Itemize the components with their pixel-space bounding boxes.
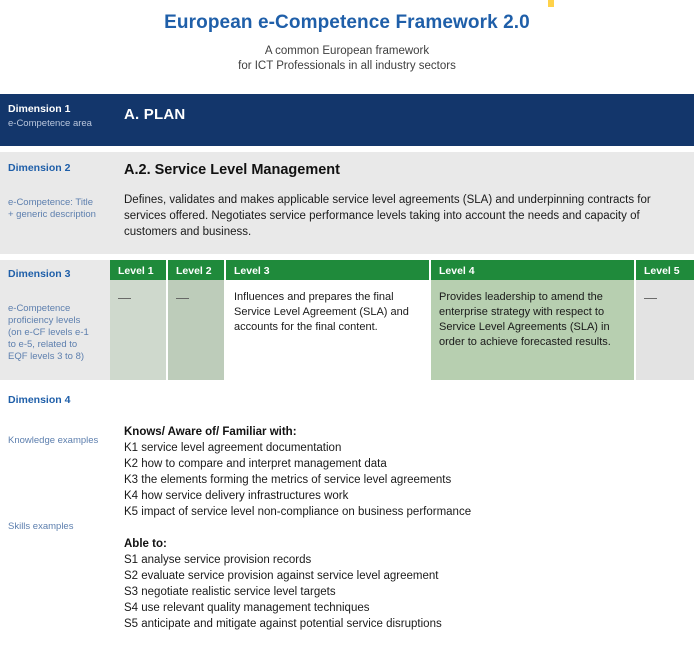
dimension-4-row bbox=[0, 386, 694, 634]
list-item: S1 analyse service provision records bbox=[124, 554, 312, 566]
dimension-3-description-line2: proficiency levels bbox=[8, 315, 81, 326]
dimension-4-label: Dimension 4 bbox=[8, 394, 71, 406]
knowledge-list bbox=[124, 440, 680, 520]
dimension-3-description-line4: to e-5, related to bbox=[8, 339, 78, 350]
list-item: K2 how to compare and interpret management data bbox=[124, 458, 387, 470]
level-column-1 bbox=[110, 260, 168, 380]
competence-description: Defines, validates and makes applicable service level agreements (SLA) and underpinning contracts for services offered. Negotiates service performance levels taking into account the needs and capacity of customers and business. bbox=[124, 194, 651, 238]
skills-title: Able to: bbox=[124, 538, 167, 550]
level-5-body: — bbox=[636, 280, 694, 380]
list-item: K3 the elements forming the metrics of service level agreements bbox=[124, 474, 452, 486]
dimension-2-label-cell bbox=[0, 152, 110, 254]
page-subtitle-line1: A common European framework bbox=[264, 45, 430, 57]
level-2-header: Level 2 bbox=[168, 260, 224, 280]
dimension-1-description: e-Competence area bbox=[8, 118, 92, 129]
list-item: S4 use relevant quality management techniques bbox=[124, 602, 370, 614]
proficiency-levels bbox=[110, 260, 694, 380]
level-column-3 bbox=[226, 260, 431, 380]
dimension-2-label: Dimension 2 bbox=[8, 162, 71, 174]
competence-title: A.2. Service Level Management bbox=[124, 162, 340, 178]
dimension-3-row bbox=[0, 260, 694, 380]
page-subtitle-line2: for ICT Professionals in all industry sectors bbox=[238, 60, 456, 72]
skills-list bbox=[124, 552, 680, 632]
list-item: S3 negotiate realistic service level targets bbox=[124, 586, 336, 598]
knowledge-title: Knows/ Aware of/ Familiar with: bbox=[124, 426, 297, 438]
yellow-marker bbox=[548, 0, 554, 7]
level-3-header: Level 3 bbox=[226, 260, 429, 280]
dimension-3-description-line3: (on e-CF levels e-1 bbox=[8, 327, 89, 338]
list-item: K1 service level agreement documentation bbox=[124, 442, 342, 454]
list-item: K5 impact of service level non-compliance on business performance bbox=[124, 506, 472, 518]
level-3-body: Influences and prepares the final Service Level Agreement (SLA) and accounts for the final content. bbox=[226, 280, 429, 380]
dimension-3-label-cell bbox=[0, 260, 110, 380]
knowledge-block bbox=[110, 386, 694, 522]
dimension-3-description-line1: e-Competence bbox=[8, 303, 71, 314]
level-4-body: Provides leadership to amend the enterprise strategy with respect to Service Level Agreements (SLA) in order to achieve forecasted results. bbox=[431, 280, 634, 380]
document-header bbox=[0, 0, 694, 94]
skills-block bbox=[110, 522, 694, 634]
level-2-body: — bbox=[168, 280, 224, 380]
dimension-4-content bbox=[110, 386, 694, 634]
level-1-body: — bbox=[110, 280, 166, 380]
dimension-1-value: A. PLAN bbox=[124, 106, 186, 123]
list-item: S2 evaluate service provision against service level agreement bbox=[124, 570, 439, 582]
dimension-1-row bbox=[0, 94, 694, 146]
page-title: European e-Competence Framework 2.0 bbox=[164, 12, 530, 33]
level-column-4 bbox=[431, 260, 636, 380]
level-1-header: Level 1 bbox=[110, 260, 166, 280]
dimension-3-description-line5: EQF levels 3 to 8) bbox=[8, 351, 85, 362]
dimension-4-label-cell bbox=[0, 386, 110, 634]
list-item: K4 how service delivery infrastructures work bbox=[124, 490, 349, 502]
dimension-2-description-line1: e-Competence: Title bbox=[8, 197, 94, 208]
skills-examples-label: Skills examples bbox=[8, 521, 74, 532]
dimension-3-label: Dimension 3 bbox=[8, 268, 71, 280]
level-column-5 bbox=[636, 260, 694, 380]
dimension-2-description-line2: + generic description bbox=[8, 209, 96, 220]
level-column-2 bbox=[168, 260, 226, 380]
dimension-1-label-cell bbox=[0, 94, 110, 146]
level-5-header: Level 5 bbox=[636, 260, 694, 280]
level-4-header: Level 4 bbox=[431, 260, 634, 280]
dimension-2-row bbox=[0, 152, 694, 254]
dimension-1-label: Dimension 1 bbox=[8, 103, 71, 115]
dimension-2-content bbox=[110, 152, 694, 254]
knowledge-examples-label: Knowledge examples bbox=[8, 435, 99, 446]
list-item: S5 anticipate and mitigate against potential service disruptions bbox=[124, 618, 442, 630]
